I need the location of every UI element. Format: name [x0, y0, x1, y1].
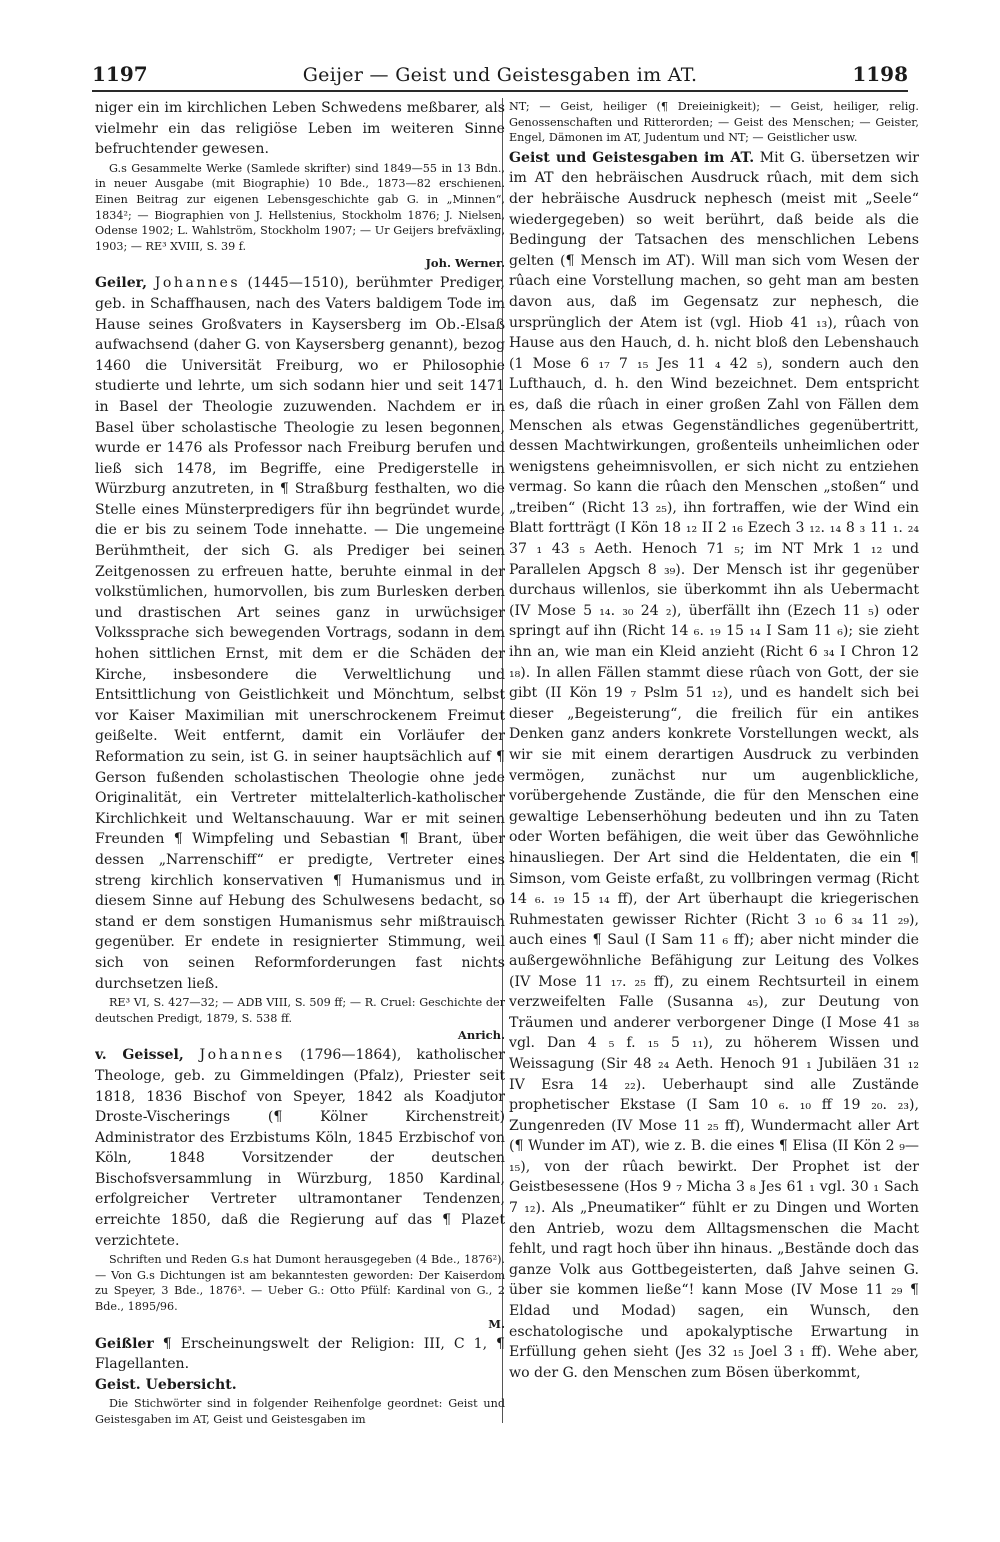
right-column	[509, 98, 919, 1428]
entry-forename: Johannes	[199, 1047, 285, 1064]
entry-headword: Geist und Geistesgaben im AT.	[509, 149, 755, 166]
entry-geissel	[95, 1045, 505, 1251]
left-column	[95, 98, 505, 1428]
page-number-right: 1198	[852, 62, 908, 86]
entry-body: ¶ Erscheinungswelt der Religion: III, C 1, ¶ Flagellanten.	[95, 1335, 505, 1373]
entry-body: Mit G. übersetzen wir im AT den hebräischen Ausdruck rûach, mit dem sich der hebräische Ausdruck nephesch (meist mit „Seele“ wiedergegeben) so weit berührt, daß beide als die Bedingung der Tatsachen des menschlichen Lebens gelten (¶ Mensch im AT). Will man sich vom Wesen der rûach eine Vorstellung machen, so geht man am besten davon aus, daß im Gegensatz zur nephesch, die ursprünglich der Atem ist (vgl. Hiob 41 ₁₃), rûach von Hause aus den Hauch, d. h. nicht bloß den Lebenshauch (1 Mose 6 ₁₇ 7 ₁₅ Jes 11 ₄ 42 ₅), sondern auch den Lufthauch, d. h. den Wind bezeichnet. Dem entspricht es, daß die rûach in einer großen Zahl von Fällen dem Menschen als etwas Gegenständliches gegenübertritt, dessen Machtwirkungen, großenteils unheimlichen oder wenigstens geheimnisvollen, er sich nicht zu entziehen vermag. So kann die rûach den Menschen „stoßen“ und „treiben“ (Richt 13 ₂₅), ihn fortraffen, wie der Wind ein Blatt fortträgt (I Kön 18 ₁₂ II 2 ₁₆ Ezech 3 ₁₂. ₁₄ 8 ₃ 11 ₁. ₂₄ 37 ₁ 43 ₅ Aeth. Henoch 71 ₅; im NT Mrk 1 ₁₂ und Parallelen Apgsch 8 ₃₉). Der Mensch ist ihr gegenüber durchaus willenlos, sie überkommt ihn als Uebermacht (IV Mose 5 ₁₄. ₃₀ 24 ₂), überfällt ihn (Ezech 11 ₅) oder springt auf ihn (Richt 14 ₆. ₁₉ 15 ₁₄ I Sam 11 ₆); sie zieht ihn an, wie man ein Kleid anzieht (Richt 6 ₃₄ I Chron 12 ₁₈). In allen Fällen stammt diese rûach von Gott, der sie gibt (II Kön 19 ₇ Pslm 51 ₁₂), und es handelt sich bei dieser „Begeisterung“, die freilich für ein antikes Denken ganz anders konkrete Vorstellungen weckt, als wir sie mit einem derartigen Ausdruck zu verbinden vermögen, zunächst nur um augenblickliche, vorübergehende Zustände, die für den Menschen eine gewaltige Lebenserhöhung bedeuten und ihn zu Taten oder Worten befähigen, die weit über das Gewöhnliche hinausliegen. Der Art sind die Heldentaten, die ein ¶ Simson, vom Geiste erfaßt, zu vollbringen vermag (Richt 14 ₆. ₁₉ 15 ₁₄ ff), der Art überhaupt die kriegerischen Ruhmestaten gewisser Richter (Richt 3 ₁₀ 6 ₃₄ 11 ₂₉), auch eines ¶ Saul (I Sam 11 ₆ ff); aber nicht minder die außergewöhnliche Befähigung zur Leitung des Volkes (IV Mose 11 ₁₇. ₂₅ ff), zu einem Rechtsurteil in einem verzweifelten Falle (Susanna ₄₅), zur Deutung von Träumen und anderer verborgener Dinge (I Mose 41 ₃₈ vgl. Dan 4 ₅ f. ₁₅ 5 ₁₁), zu höherem Wissen und Weissagung (Sir 48 ₂₄ Aeth. Henoch 91 ₁ Jubiläen 31 ₁₂ IV Esra 14 ₂₂). Ueberhaupt sind alle Zustände prophetischer Ekstase (I Sam 10 ₆. ₁₀ ff 19 ₂₀. ₂₃), Zungenreden (IV Mose 11 ₂₅ ff), Wundermacht aller Art (¶ Wunder im AT), wie z. B. die eines ¶ Elisa (II Kön 2 ₉—₁₅), von der rûach bewirkt. Der Prophet ist der Geistbesessene (Hos 9 ₇ Micha 3 ₈ Jes 61 ₁ vgl. 30 ₁ Sach 7 ₁₂). Als „Pneumatiker“ fühlt er zu Dingen und Worten den Antrieb, wozu dem Alltagsmenschen die Macht fehlt, und ragt hoch über ihn hinaus. „Bestände doch das ganze Volk aus Gottbegeisterten, daß Jahve seinen G. über sie kommen ließe“! kann Mose (IV Mose 11 ₂₉ ¶ Eldad und Modad) sagen, ein Wunsch, den eschatologische und apokalyptische Erwartung in Erfüllung gehen sieht (Jes 32 ₁₅ Joel 3 ₁ ff). Wehe aber, wo der G. den Menschen zum Bösen überkommt,	[509, 149, 919, 1381]
entry-geist-overview	[95, 1375, 505, 1396]
entry-headword: Geiler,	[95, 275, 155, 292]
author-signature: Joh. Werner.	[425, 256, 505, 271]
page-header	[92, 50, 908, 86]
running-title: Geijer — Geist und Geistesgaben im AT.	[302, 64, 698, 86]
entry-geiler	[95, 273, 505, 994]
header-rule	[92, 90, 908, 92]
entry-headword: v. Geissel,	[95, 1047, 200, 1064]
entry-headword: Geist. Uebersicht.	[95, 1376, 237, 1393]
page-number-left: 1197	[92, 62, 148, 86]
geijer-bibliography: G.s Gesammelte Werke (Samlede skrifter) sind 1849—55 in 13 Bdn., in neuer Ausgabe (mit Biographie) 10 Bde., 1873—82 erschienen. Einen Beitrag zur eigenen Lebensgeschichte gab G. in „Minnen“, 1834²; — Biographien von J. Hellstenius, Stockholm 1876; J. Nielsen, Odense 1902; L. Wahlström, Stockholm 1907; — Ur Geijers brefväxling, 1903; — RE³ XVIII, S. 39 f.	[95, 161, 505, 253]
geist-overview-list: Die Stichwörter sind in folgender Reihenfolge geordnet: Geist und Geistesgaben im AT, Geist und Geistesgaben im	[95, 1397, 505, 1426]
entry-body: (1445—1510), berühmter Prediger, geb. in Schaffhausen, nach des Vaters baldigem Tode im Hause seines Großvaters in Kaysersberg im Ob.-Elsaß aufwachsend (daher G. von Kaysersberg genannt), bezog 1460 die Universität Freiburg, wo er Philosophie studierte und lehrte, um sich sodann hier und seit 1471 in Basel der Theologie zuzuwenden. Nachdem er in Basel über scholastische Theologie zu lesen begonnen, wurde er 1476 als Professor nach Freiburg berufen und ließ sich 1478, im Begriffe, eine Predigerstelle in Würzburg anzutreten, in ¶ Straßburg festhalten, wo die Stelle eines Münsterpredigers für ihn begründet wurde, die er bis zu seinem Tode innehatte. — Die ungemeine Berühmtheit, der sich G. als Prediger bei seinen Zeitgenossen zu erfreuen hatte, beruhte einmal in der volkstümlichen, humorvollen, bis zum Burlesken derben und drastischen Art seines ganz in urwüchsiger Volkssprache sich bewegenden Vortrags, sodann in dem hohen sittlichen Ernst, mit dem er die Schäden der Kirche, insbesondere die Verweltlichung und Entsittlichung von Geistlichkeit und Mönchtum, selbst vor Kaiser Maximilian mit unerschrockenem Freimut geißelte. Weit entfernt, damit ein Vorläufer der Reformation zu sein, ist G. in seiner hauptsächlich auf ¶ Gerson fußenden scholastischen Theologie ohne jede Originalität, ein Vertreter mittelalterlich-katholischer Kirchlichkeit und Weltanschauung. War er mit seinen Freunden ¶ Wimpfeling und Sebastian ¶ Brant, über dessen „Narrenschiff“ er predigte, Vertreter eines streng kirchlich konservativen ¶ Humanismus und in diesem Sinne auf Hebung des Schulwesens bedacht, so stand er dem sonstigen Humanismus sehr mißtrauisch gegenüber. Er endete in resignierter Stimmung, weil sich von seinen Reformforderungen fast nichts durchsetzen ließ.	[95, 275, 505, 992]
entry-headword: Geißler	[95, 1335, 154, 1352]
entry-geist-at	[509, 148, 919, 1384]
author-signature: Anrich.	[457, 1028, 505, 1043]
author-signature: M.	[488, 1316, 505, 1331]
geist-overview-list-continued: NT; — Geist, heiliger (¶ Dreieinigkeit); — Geist, heiliger, relig. Genossenschaften und Ritterorden; — Geist des Menschen; — Geister, Engel, Dämonen im AT, Judentum und NT; — Geistlicher usw.	[509, 100, 919, 145]
geiler-bibliography: RE³ VI, S. 427—32; — ADB VIII, S. 509 ff; — R. Cruel: Geschichte der deutschen Predigt, 1879, S. 538 ff.	[95, 996, 505, 1025]
geissel-bibliography: Schriften und Reden G.s hat Dumont herausgegeben (4 Bde., 1876²). — Von G.s Dichtungen ist am bekanntesten geworden: Der Kaiserdom zu Speyer, 3 Bde., 1876³. — Ueber G.: Otto Pfülf: Kardinal von G., 2 Bde., 1895/96.	[95, 1253, 505, 1314]
entry-forename: Johannes	[154, 275, 241, 292]
entry-body: (1796—1864), katholischer Theologe, geb. zu Gimmeldingen (Pfalz), Priester seit 1818, 1836 Bischof von Speyer, 1842 als Koadjutor Droste-Vischerings (¶ Kölner Kirchenstreit) Administrator des Erzbistums Köln, 1845 Erzbischof von Köln, 1848 Vorsitzender der deutschen Bischofsversammlung in Würzburg, 1850 Kardinal, erfolgreicher Vertreter ultramontaner Tendenzen, erreichte 1850, daß die Regierung auf das ¶ Plazet verzichtete.	[95, 1047, 505, 1249]
entry-geissler	[95, 1334, 505, 1375]
geijer-continuation: niger ein im kirchlichen Leben Schwedens meßbarer, als vielmehr ein das religiöse Leben im weiteren Sinne befruchtender gewesen.	[95, 100, 505, 158]
